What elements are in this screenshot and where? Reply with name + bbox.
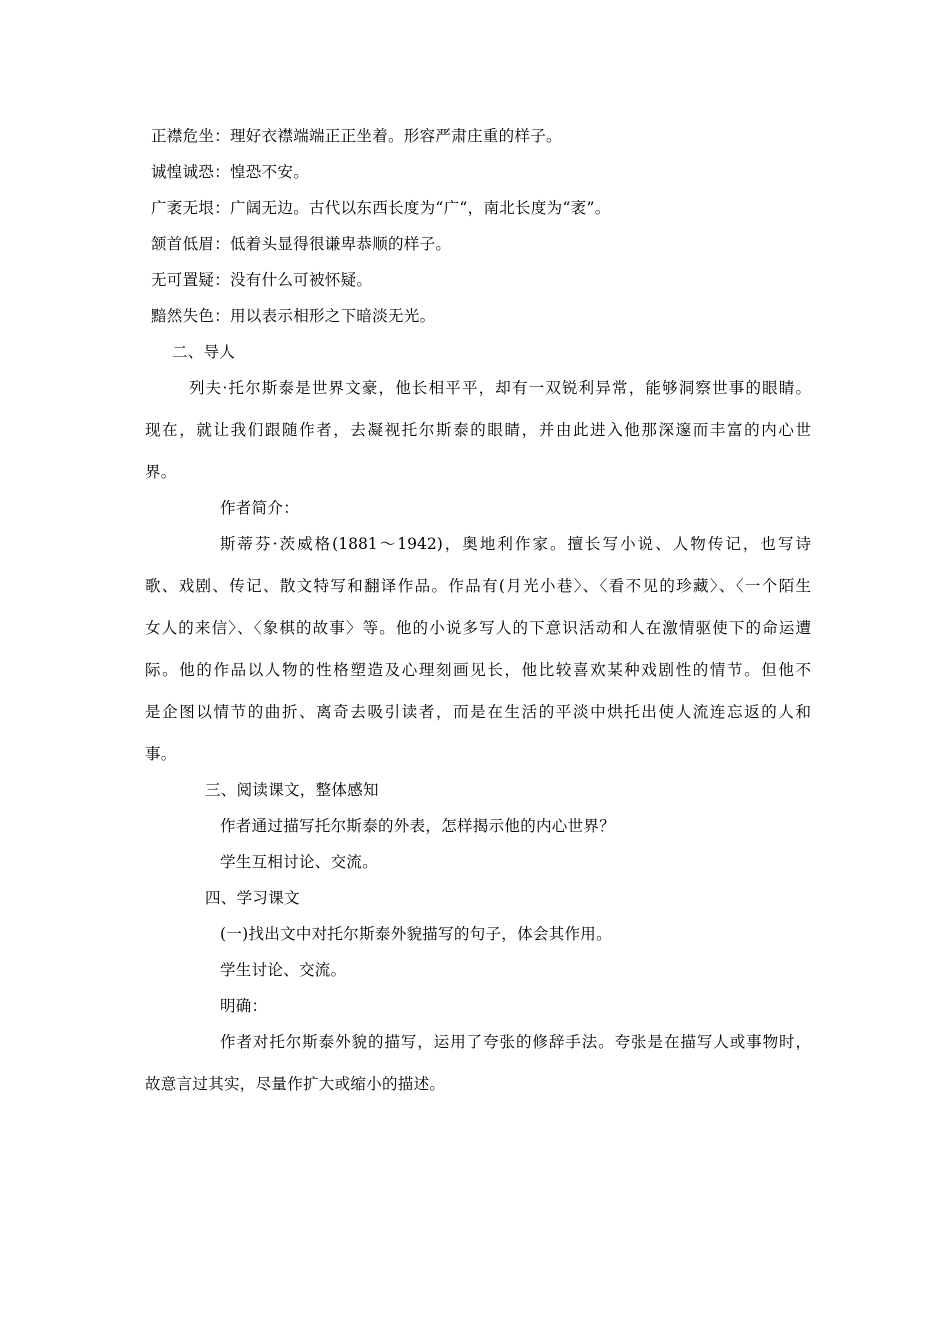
paragraph-line: 学生讨论、交流。 [220, 961, 347, 979]
paragraph-line: 女人的来信〉、〈象棋的故事〉等。他的小说多写人的下意识活动和人在激情驱使下的命运遭 [145, 619, 811, 637]
paragraph-line: 作者通过描写托尔斯泰的外表，怎样揭示他的内心世界？ [220, 817, 616, 835]
clarify-label: 明确： [220, 997, 268, 1015]
paragraph-line: 歌、戏剧、传记、散文特写和翻译作品。作品有(月光小巷〉、〈看不见的珍藏〉、〈一个陌生 [145, 577, 811, 595]
vocab-item: 诚惶诚恐：惶恐不安。 [151, 163, 310, 181]
paragraph-line: 故意言过其实，尽量作扩大或缩小的描述。 [145, 1075, 446, 1093]
vocab-item: 正襟危坐：理好衣襟端端正正坐着。形容严肃庄重的样子。 [151, 127, 562, 145]
section-heading: 三、阅读课文，整体感知 [205, 781, 379, 799]
paragraph-line: 是企图以情节的曲折、离奇去吸引读者，而是在生活的平淡中烘托出使人流连忘返的人和 [145, 703, 811, 721]
paragraph-line: 界。 [145, 463, 177, 481]
vocab-item: 颔首低眉：低着头显得很谦卑恭顺的样子。 [151, 235, 452, 253]
vocab-item: 无可置疑：没有什么可被怀疑。 [151, 271, 373, 289]
section-heading: 二、导人 [172, 343, 236, 361]
vocab-item: 黯然失色：用以表示相形之下暗淡无光。 [151, 307, 436, 325]
vocab-item: 广袤无垠：广阔无边。古代以东西长度为“广“，南北长度为“袤”。 [151, 199, 611, 217]
paragraph-line: 斯蒂芬·茨威格(1881～1942)，奥地利作家。擅长写小说、人物传记，也写诗 [220, 535, 811, 553]
paragraph-line: (一)找出文中对托尔斯泰外貌描写的句子，体会其作用。 [220, 925, 612, 943]
paragraph-line: 现在，就让我们跟随作者，去凝视托尔斯泰的眼睛，并由此进入他那深邃而丰富的内心世 [145, 421, 811, 439]
paragraph-line: 作者对托尔斯泰外貌的描写，运用了夸张的修辞手法。夸张是在描写人或事物时， [220, 1033, 811, 1051]
paragraph-line: 学生互相讨论、交流。 [220, 853, 379, 871]
paragraph-line: 列夫·托尔斯泰是世界文豪，他长相平平，却有一双锐利异常，能够洞察世事的眼睛。 [189, 379, 811, 397]
author-label: 作者简介： [220, 499, 300, 517]
section-heading: 四、学习课文 [205, 889, 300, 907]
paragraph-line: 际。他的作品以人物的性格塑造及心理刻画见长，他比较喜欢某种戏剧性的情节。但他不 [145, 661, 811, 679]
paragraph-line: 事。 [145, 745, 177, 763]
